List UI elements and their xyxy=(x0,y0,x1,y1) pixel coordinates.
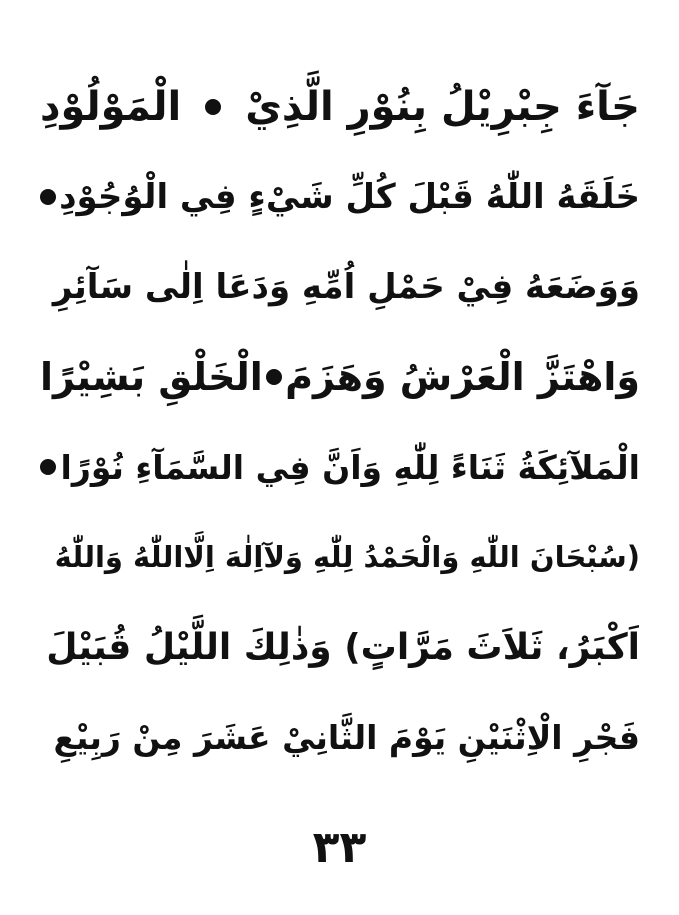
page-number: ٣٣ xyxy=(312,822,367,873)
text-block xyxy=(40,62,640,782)
text-line-7 xyxy=(40,602,640,692)
bullet-separator xyxy=(40,459,56,475)
text-line-3 xyxy=(40,242,640,332)
line-6-part-1: (سُبْحَانَ اللّٰهِ وَالْحَمْدُ لِلّٰهِ وَلآاِلٰهَ اِلَّااللّٰهُ وَاللّٰهُ xyxy=(54,540,640,574)
line-8-part-1: فَجْرِ الْاِثْنَيْنِ يَوْمَ الثَّانِيْ عَشَرَ مِنْ رَبِيْعِ xyxy=(53,717,640,757)
bullet-separator xyxy=(205,99,221,115)
line-2-part-1: خَلَقَهُ اللّٰهُ قَبْلَ كُلِّ شَيْءٍ فِي الْوُجُوْدِ xyxy=(59,177,640,217)
line-1-part-2: الْمَوْلُوْدِ xyxy=(40,84,182,130)
line-7-part-1: اَكْبَرُ، ثَلاَثَ مَرَّاتٍ) وَذٰلِكَ اللَّيْلُ قُبَيْلَ xyxy=(46,626,640,668)
text-line-2 xyxy=(40,152,640,242)
text-line-5 xyxy=(40,422,640,512)
line-1-part-1: جَآءَ جِبْرِيْلُ بِنُوْرِ الَّذِيْ xyxy=(245,84,640,130)
text-line-6 xyxy=(40,512,640,602)
bullet-separator xyxy=(40,189,56,205)
bullet-separator xyxy=(266,369,282,385)
text-line-1 xyxy=(40,62,640,152)
line-4-part-2: الْخَلْقِ بَشِيْرًا xyxy=(40,355,263,399)
text-line-8 xyxy=(40,692,640,782)
line-4-part-1: وَاهْتَزَّ الْعَرْشُ وَهَزَمَ xyxy=(285,355,640,399)
text-line-4 xyxy=(40,332,640,422)
line-3-part-1: وَوَضَعَهُ فِيْ حَمْلِ اُمِّهِ وَدَعَا اِلٰى سَآئِرِ xyxy=(52,267,640,307)
line-5-part-1: الْمَلآئِكَةُ ثَنَاءً لِلّٰهِ وَاَنَّ فِي السَّمَآءِ نُوْرًا xyxy=(60,447,640,487)
